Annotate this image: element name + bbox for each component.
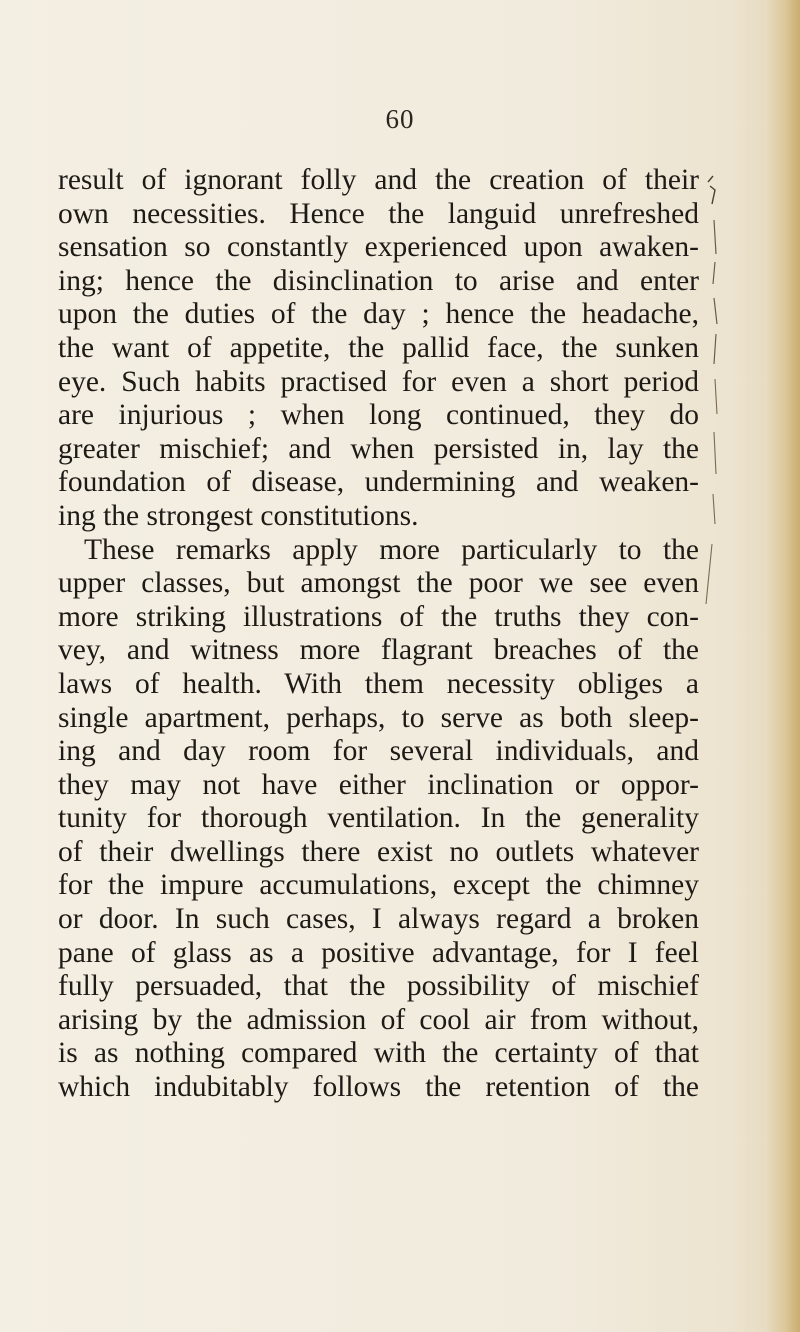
text-line: ing the strongest constitutions. <box>58 499 419 532</box>
body-text <box>58 164 699 1105</box>
text-line: result of ignorant folly and the creation of their <box>58 164 699 196</box>
text-line: ing and day room for several individuals, and <box>58 735 699 768</box>
text-line: is as nothing compared with the certainty of that <box>58 1037 699 1070</box>
page-edge-shadow <box>766 0 800 1332</box>
text-line: ing; hence the disinclination to arise and enter <box>58 264 699 297</box>
text-line: upon the duties of the day ; hence the headache, <box>58 298 699 331</box>
text-line: or door. In such cases, I always regard a broken <box>58 903 699 936</box>
text-line: upper classes, but amongst the poor we see even <box>58 567 699 600</box>
text-line: single apartment, perhaps, to serve as both sleep- <box>58 701 699 734</box>
text-line: the want of appetite, the pallid face, the sunken <box>58 331 699 364</box>
text-line: fully persuaded, that the possibility of mischief <box>58 970 699 1003</box>
text-line: sensation so constantly experienced upon awaken- <box>58 231 699 264</box>
text-line: are injurious ; when long continued, they do <box>58 399 699 432</box>
text-line: foundation of disease, undermining and weaken- <box>58 466 699 499</box>
text-line: more striking illustrations of the truths they con- <box>58 600 699 633</box>
text-line: greater mischief; and when persisted in, lay the <box>58 432 699 465</box>
text-line: vey, and witness more flagrant breaches of the <box>58 634 699 667</box>
page-number: 60 <box>385 104 415 134</box>
text-line: laws of health. With them necessity obliges a <box>58 667 699 700</box>
text-line: which indubitably follows the retention of the <box>58 1071 699 1104</box>
text-line: These remarks apply more particularly to the <box>84 533 699 566</box>
text-line: tunity for thorough ventilation. In the generality <box>58 802 699 835</box>
text-line: of their dwellings there exist no outlets whatever <box>58 835 699 868</box>
text-line: they may not have either inclination or oppor- <box>58 768 699 801</box>
text-line: eye. Such habits practised for even a short period <box>58 365 699 398</box>
text-line: arising by the admission of cool air from without, <box>58 1003 699 1036</box>
text-line: for the impure accumulations, except the chimney <box>58 869 699 902</box>
text-line: own necessities. Hence the languid unrefreshed <box>58 197 699 230</box>
text-line: pane of glass as a positive advantage, for I feel <box>58 936 699 969</box>
